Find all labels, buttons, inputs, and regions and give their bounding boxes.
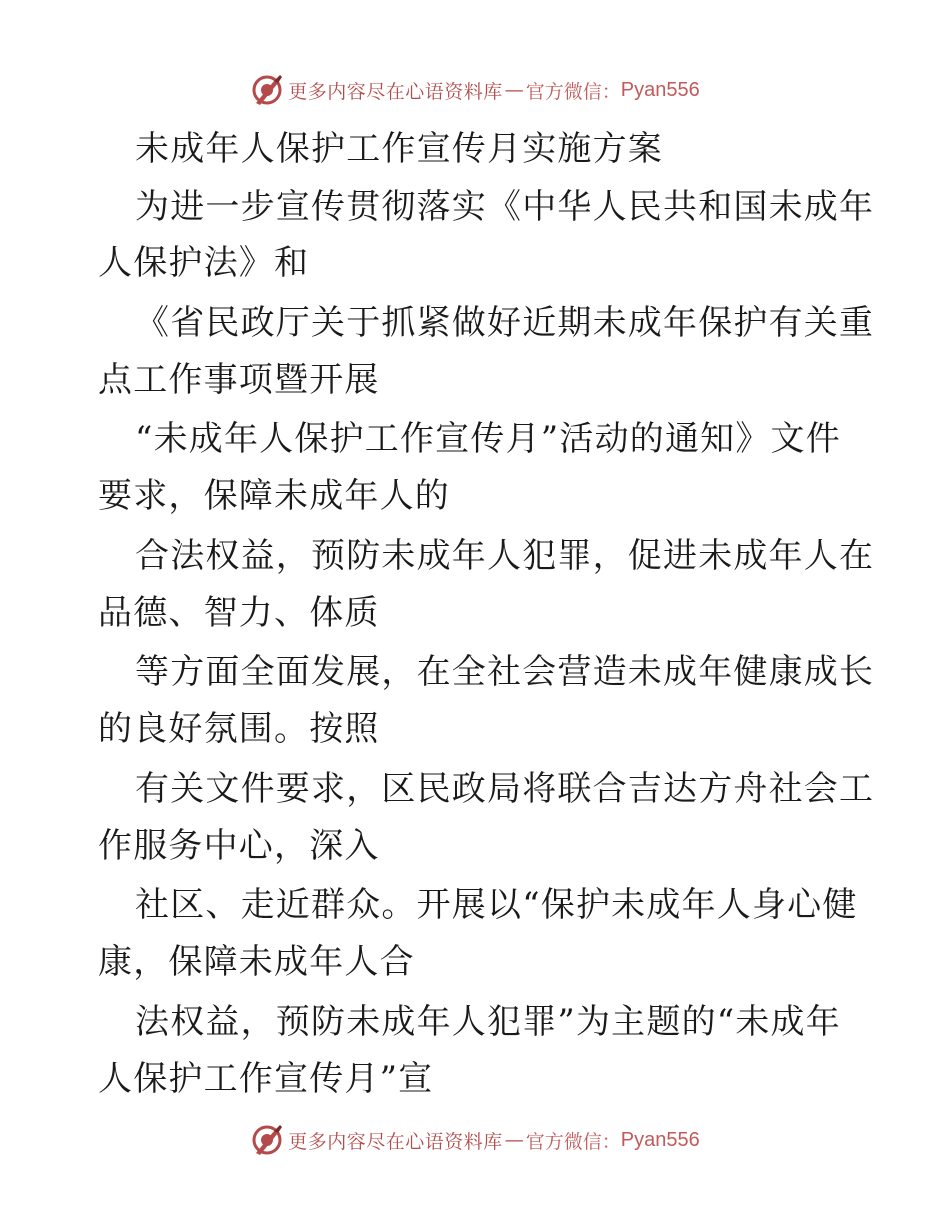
watermark-site-text: 更多内容尽在心语资料库 — [288, 1130, 503, 1153]
paragraph-line: 要求，保障未成年人的 — [98, 476, 450, 516]
watermark-wechat-label: 官方微信： — [525, 80, 621, 103]
paragraph-line: 作服务中心，深入 — [98, 826, 380, 866]
paragraph-line: 社区、走近群众。开展以“保护未成年人身心健 — [135, 885, 858, 925]
pen-logo-icon — [250, 1123, 284, 1157]
watermark-separator: — — [504, 79, 524, 101]
pen-logo-icon — [250, 73, 284, 107]
paragraph-line: 等方面全面发展，在全社会营造未成年健康成长 — [135, 652, 875, 692]
watermark-wechat-label: 官方微信： — [525, 1130, 621, 1153]
paragraph-line: 的良好氛围。按照 — [98, 709, 380, 749]
watermark-wechat-id: Pyan556 — [620, 78, 700, 101]
paragraph-line: 康，保障未成年人合 — [98, 942, 415, 982]
watermark-banner-top — [0, 70, 950, 110]
paragraph-line: 合法权益，预防未成年人犯罪，促进未成年人在 — [135, 536, 875, 576]
paragraph-line: 点工作事项暨开展 — [98, 360, 380, 400]
paragraph-line: 品德、智力、体质 — [98, 593, 380, 633]
paragraph-line: 人保护法》和 — [98, 243, 310, 283]
watermark-wechat-id: Pyan556 — [620, 1128, 700, 1151]
document-title: 未成年人保护工作宣传月实施方案 — [135, 129, 663, 169]
paragraph-line: “未成年人保护工作宣传月”活动的通知》文件 — [135, 419, 841, 459]
watermark-site-text: 更多内容尽在心语资料库 — [288, 80, 503, 103]
paragraph-line: 《省民政厅关于抓紧做好近期未成年保护有关重 — [135, 303, 875, 343]
paragraph-line: 为进一步宣传贯彻落实《中华人民共和国未成年 — [135, 187, 875, 227]
watermark-separator: — — [504, 1129, 524, 1151]
watermark-banner-bottom — [0, 1120, 950, 1160]
paragraph-line: 人保护工作宣传月”宣 — [98, 1059, 434, 1099]
paragraph-line: 有关文件要求，区民政局将联合吉达方舟社会工 — [135, 769, 875, 809]
paragraph-line: 法权益，预防未成年人犯罪”为主题的“未成年 — [135, 1002, 841, 1042]
